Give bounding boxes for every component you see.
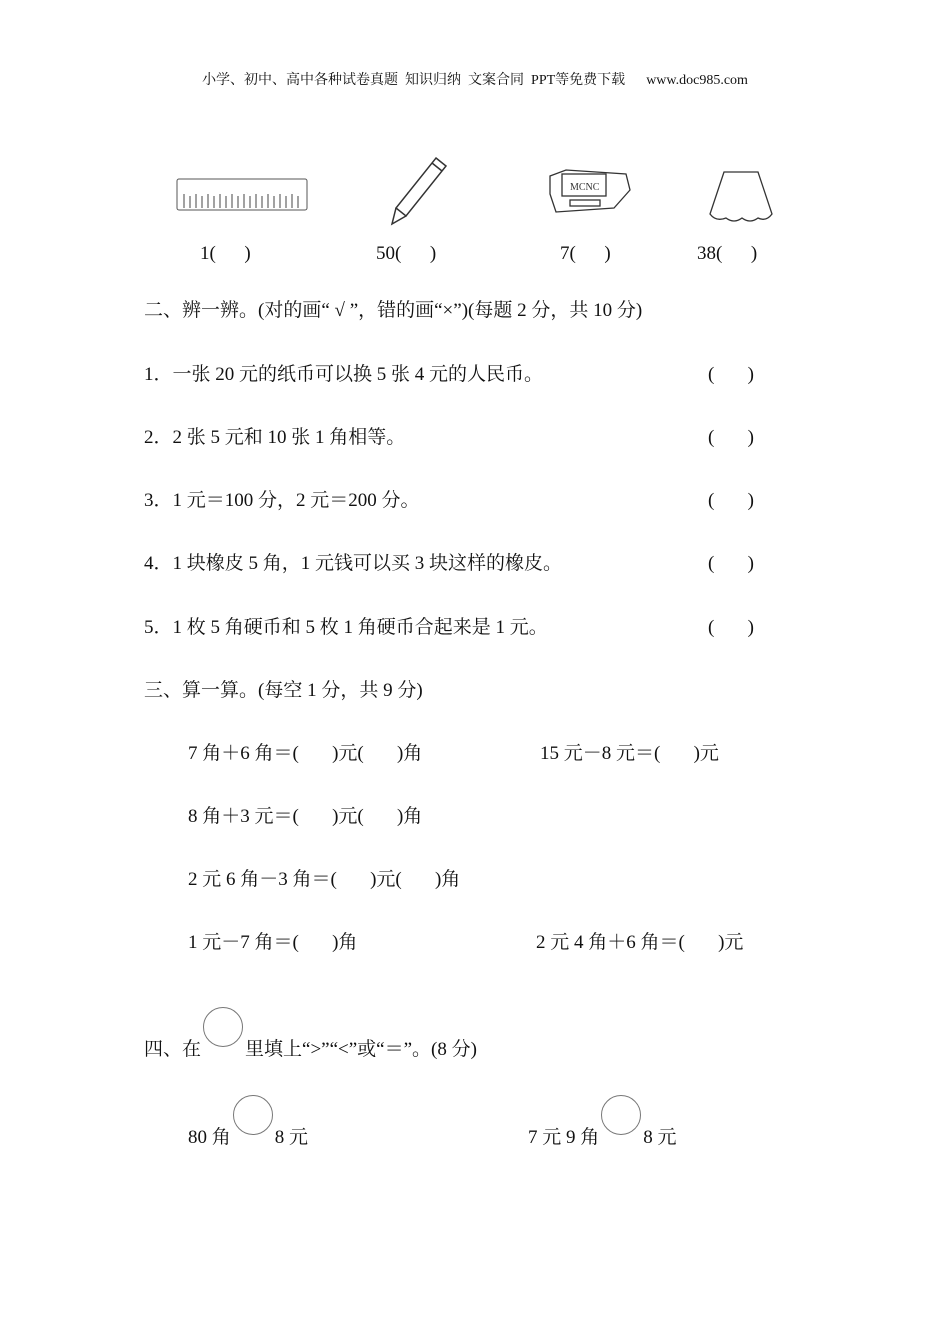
svg-text:MCNC: MCNC: [570, 182, 600, 193]
calc-4b: 2 元 4 角＋6 角＝( )元: [536, 932, 744, 953]
pencil-icon: [388, 154, 450, 228]
compare-2: [528, 1095, 677, 1150]
compare-1-right: 8 元: [274, 1127, 309, 1148]
section4-title-b: 里填上“>”“<”或“＝”。(8 分): [245, 1039, 477, 1060]
header-text: 小学、初中、高中各种试卷真题 知识归纳 文案合同 PPT等免费下载: [202, 73, 626, 88]
eraser-icon: [548, 168, 632, 216]
answer-blank-3[interactable]: ( ): [708, 490, 754, 511]
question-4: 4．1 块橡皮 5 角，1 元钱可以买 3 块这样的橡皮。: [144, 553, 563, 574]
compare-2-circle[interactable]: [601, 1095, 641, 1135]
item-label-ruler: 1( ): [200, 243, 251, 264]
calc-1b: 15 元－8 元＝( )元: [540, 743, 719, 764]
compare-2-left: 7 元 9 角: [528, 1127, 600, 1148]
answer-blank-4[interactable]: ( ): [708, 553, 754, 574]
section3-title: 三、算一算。(每空 1 分，共 9 分): [144, 680, 423, 701]
item-label-eraser: 7( ): [560, 243, 611, 264]
compare-1-left: 80 角: [188, 1127, 231, 1148]
section4-title: [144, 1007, 477, 1062]
question-2: 2．2 张 5 元和 10 张 1 角相等。: [144, 427, 406, 448]
item-label-pencil: 50( ): [376, 243, 437, 264]
circle-icon: [203, 1007, 243, 1047]
skirt-icon: [706, 170, 776, 226]
calc-4a: 1 元－7 角＝( )角: [188, 932, 358, 953]
item-label-skirt: 38( ): [697, 243, 758, 264]
ruler-icon: [176, 178, 308, 212]
calc-3: 2 元 6 角－3 角＝( )元( )角: [188, 869, 461, 890]
answer-blank-5[interactable]: ( ): [708, 617, 754, 638]
header-site: www.doc985.com: [646, 73, 748, 88]
calc-2: 8 角＋3 元＝( )元( )角: [188, 806, 423, 827]
question-1: 1．一张 20 元的纸币可以换 5 张 4 元的人民币。: [144, 364, 544, 385]
answer-blank-2[interactable]: ( ): [708, 427, 754, 448]
question-3: 3．1 元＝100 分，2 元＝200 分。: [144, 490, 420, 511]
calc-1a: 7 角＋6 角＝( )元( )角: [188, 743, 423, 764]
page-header: [0, 69, 950, 89]
section2-title: 二、辨一辨。(对的画“ √ ”，错的画“×”)(每题 2 分，共 10 分): [144, 300, 643, 321]
question-5: 5．1 枚 5 角硬币和 5 枚 1 角硬币合起来是 1 元。: [144, 617, 548, 638]
answer-blank-1[interactable]: ( ): [708, 364, 754, 385]
compare-1-circle[interactable]: [233, 1095, 273, 1135]
compare-2-right: 8 元: [643, 1127, 677, 1148]
compare-1: [188, 1095, 308, 1150]
section4-title-a: 四、在: [144, 1039, 202, 1060]
